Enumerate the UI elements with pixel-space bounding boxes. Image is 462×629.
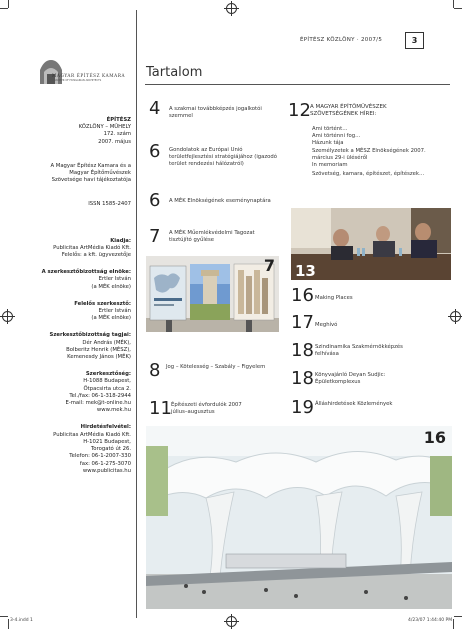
toc-page-number: 18: [291, 340, 314, 361]
crop-mark: [453, 619, 454, 629]
board-block: Szerkesztőbizottság tagjai: Dér András (MÉK), Bolberitz Henrik (MÉSZ), Kemenesdy János (MÉK): [49, 332, 131, 361]
header-rule: [145, 84, 450, 85]
logo-name: MAGYAR ÉPÍTÉSZ KAMARA: [52, 73, 126, 78]
toc-subitem[interactable]: Házunk tája: [312, 140, 344, 147]
toc-title: Könyvajánló Deyan Sudjic: Épületkomplexus: [315, 372, 386, 386]
toc-page-number: 17: [291, 312, 314, 333]
photo-meeting: [291, 208, 451, 280]
toc-page-number: 12: [288, 100, 311, 121]
exhibition-image: [146, 256, 279, 332]
photo-page-label: 7: [263, 256, 275, 275]
publication-block: ÉPÍTÉSZ KÖZLÖNY – MŰHELY 172. szám 2007. május: [78, 117, 131, 145]
toc-title: Meghívó: [315, 322, 338, 328]
column-divider: [136, 10, 137, 618]
toc-title: A MÉK Műemlékvédelmi Tagozat tisztújító gyűlése: [169, 230, 255, 244]
mek-logo: [38, 54, 136, 94]
photo-page-label: 13: [295, 262, 316, 280]
office-block: Szerkesztőség: H-1088 Budapest, Ötpacsirta utca 2. Tel./fax: 06-1-318-2944 E-mail: mek@t-online.hu www.mek.hu: [65, 371, 131, 414]
crop-mark: [454, 616, 462, 617]
crop-mark: [8, 0, 9, 8]
toc-subitem[interactable]: Szövetség, kamara, építészet, építészek…: [312, 171, 425, 178]
toc-page-number: 19: [291, 397, 314, 418]
toc-title: A szakmai továbbképzés jogalkotói szemmel: [169, 106, 262, 120]
toc-page-number: 4: [149, 98, 161, 119]
toc-section-title: A MAGYAR ÉPÍTŐMŰVÉSZEK SZÖVETSÉGÉNEK HÍREI:: [310, 104, 387, 118]
ads-block: Hirdetésfelvétel: Publicitas ArtMédia Kiadó Kft. H-1021 Budapest, Torogató út 26. Telefon: 06-1-2007-330 fax: 06-1-275-3070 www.publicitas.hu: [53, 424, 131, 474]
toc-title: Gondolatok az Európai Unió területfejlesztési stratégiájához (igazodó terület rendezési hálózatról): [169, 147, 278, 168]
toc-subitem[interactable]: Személyzetek a MÉSZ Elnökségének 2007. március 29-i üléséről: [312, 147, 426, 161]
footer-slug-left: 3-4.indd 1: [10, 618, 33, 623]
toc-title: Építészeti évfordulók 2007 július–augusztus: [171, 402, 242, 416]
crop-mark: [453, 0, 454, 8]
toc-subitems: [312, 126, 432, 178]
toc-title: Szindinamika Szakmérnökképzés felhívása: [315, 344, 403, 358]
page-number-box: [405, 32, 424, 49]
toc-page-number: 6: [149, 141, 161, 162]
toc-page-number: 18: [291, 368, 314, 389]
photo-canopy: [146, 426, 452, 609]
page-number: 3: [411, 36, 418, 45]
registration-mark-bottom: [226, 616, 237, 627]
toc-subitem[interactable]: In memoriam: [312, 162, 348, 169]
crop-mark: [454, 8, 462, 9]
canopy-image: [146, 426, 452, 609]
toc-title: A MÉK Elnökségének eseménynaptára: [169, 198, 271, 204]
crop-mark: [0, 8, 8, 9]
toc-page-number: 7: [149, 226, 161, 247]
toc-title: Álláshirdetések Közlemények: [315, 401, 393, 407]
issn: ISSN 1585-2407: [88, 201, 131, 208]
toc-page-number: 11: [149, 398, 172, 419]
chair-block: A szerkesztőbizottság elnöke: Ertler István (a MÉK elnöke): [41, 269, 131, 290]
toc-page-number: 6: [149, 190, 161, 211]
toc-subitem[interactable]: Ami történni fog…: [312, 133, 361, 140]
sidebar: [8, 117, 131, 475]
photo-page-label: 16: [423, 428, 446, 447]
description-block: A Magyar Építész Kamara és a Magyar Építőművészek Szövetsége havi tájékoztatója: [50, 162, 131, 184]
page-title: Tartalom: [146, 65, 203, 80]
publisher-block: Kiadja: Publicitas ArtMédia Kiadó Kft. Felelős: a kft. ügyvezetője: [53, 237, 131, 259]
logo-sub: CHAMBER OF HUNGARIAN ARCHITECTS: [52, 79, 102, 82]
toc-title: Jog – Kötelesség – Szabály – Figyelem: [166, 364, 266, 370]
toc-title: Making Places: [315, 295, 353, 301]
editor-block: Felelős szerkesztő: Ertler István (a MÉK elnöke): [74, 300, 131, 322]
footer-slug-right: 4/23/07 1:44:40 PM: [408, 618, 453, 623]
crop-mark: [0, 616, 8, 617]
toc-page-number: 16: [291, 285, 314, 306]
running-title: ÉPÍTÉSZ KÖZLÖNY · 2007/5: [300, 37, 383, 43]
crop-mark: [8, 619, 9, 629]
toc-subitem[interactable]: Ami történt…: [312, 126, 348, 132]
photo-exhibition: [146, 256, 279, 332]
registration-mark-right: [450, 311, 461, 322]
toc-page-number: 8: [149, 360, 161, 381]
registration-mark-top: [226, 3, 237, 14]
